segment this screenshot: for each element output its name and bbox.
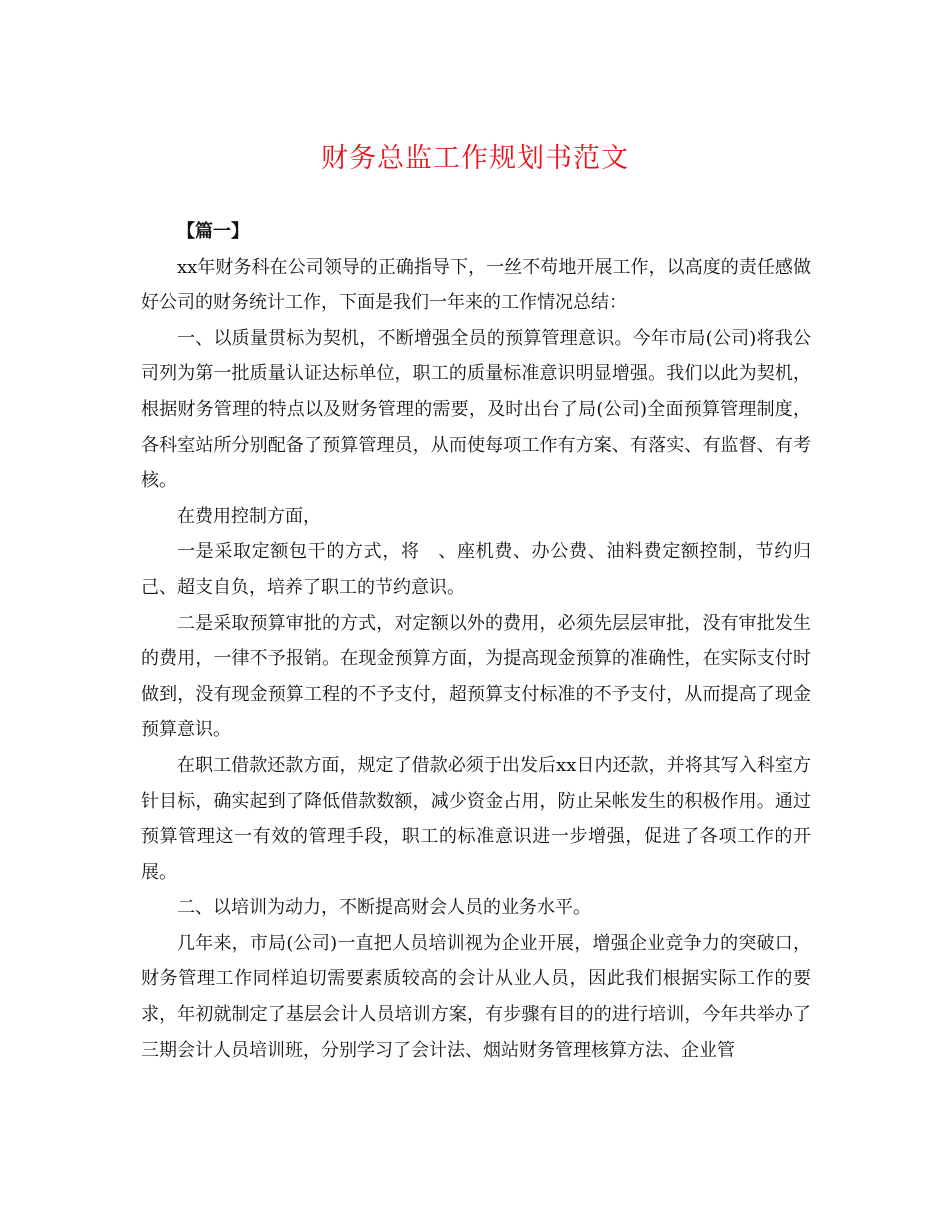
paragraph-point-one: 一是采取定额包干的方式，将 、座机费、办公费、油料费定额控制，节约归己、超支自负，培养了职工的节约意识。 <box>141 541 811 598</box>
document-body <box>141 214 811 1068</box>
paragraph-cost-control: 在费用控制方面， <box>177 505 321 527</box>
paragraph-loans: 在职工借款还款方面，规定了借款必须于出发后xx日内还款，并将其写入科室方针目标，确实起到了降低借款数额，减少资金占用，防止呆帐发生的积极作用。通过预算管理这一有效的管理手段，职工的标准意识进一步增强，促进了各项工作的开展。 <box>141 754 811 883</box>
paragraph-intro: xx年财务科在公司领导的正确指导下，一丝不苟地开展工作，以高度的责任感做好公司的财务统计工作，下面是我们一年来的工作情况总结： <box>141 256 811 314</box>
paragraph-section-one: 一、以质量贯标为契机，不断增强全员的预算管理意识。今年市局(公司)将我公司列为第一批质量认证达标单位，职工的质量标准意识明显增强。我们以此为契机，根据财务管理的特点以及财务管理的需要，及时出台了局(公司)全面预算管理制度，各科室站所分别配备了预算管理员，从而使每项工作有方案、有落实、有监督、有考核。 <box>141 327 811 492</box>
section-heading: 【篇一】 <box>177 221 249 242</box>
paragraph-point-two: 二是采取预算审批的方式，对定额以外的费用，必须先层层审批，没有审批发生的费用，一律不予报销。在现金预算方面，为提高现金预算的准确性，在实际支付时做到，没有现金预算工程的不予支付，超预算支付标准的不予支付，从而提高了现金预算意识。 <box>141 612 811 741</box>
document-title: 财务总监工作规划书范文 <box>321 143 629 174</box>
paragraph-training: 几年来，市局(公司)一直把人员培训视为企业开展，增强企业竞争力的突破口，财务管理工作同样迫切需要素质较高的会计从业人员，因此我们根据实际工作的要求，年初就制定了基层会计人员培训方案，有步骤有目的的进行培训，今年共举办了三期会计人员培训班，分别学习了会计法、烟站财务管理核算方法、企业管 <box>141 932 811 1061</box>
paragraph-section-two: 二、以培训为动力，不断提高财会人员的业务水平。 <box>177 897 591 919</box>
